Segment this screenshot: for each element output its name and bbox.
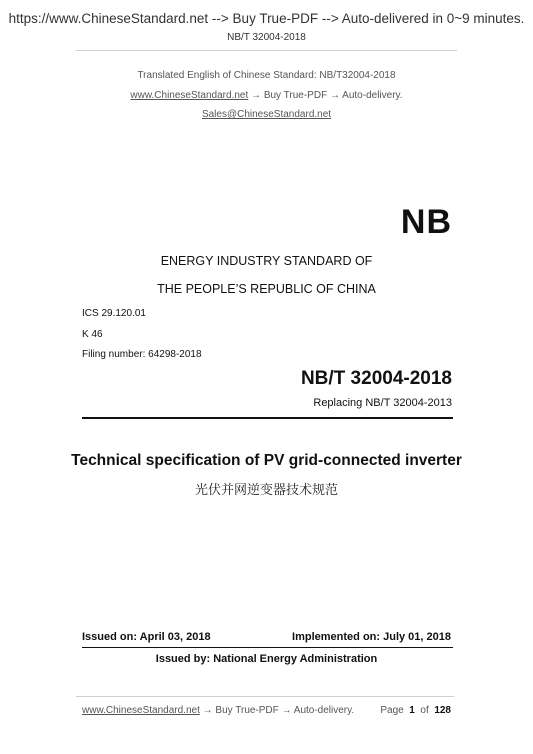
link-suffix: → Buy True-PDF → Auto-delivery. <box>248 90 403 101</box>
page-label: Page <box>380 705 404 716</box>
footer-link-line <box>82 705 354 716</box>
footer-website-link[interactable]: www.ChineseStandard.net <box>82 705 200 716</box>
page-of: of <box>420 705 429 716</box>
sales-email-link[interactable]: Sales@ChineseStandard.net <box>201 109 332 120</box>
document-title: Technical specification of PV grid-connected inverter <box>71 452 462 469</box>
replacing-note: Replacing NB/T 32004-2013 <box>313 397 452 409</box>
doc-code-header: NB/T 32004-2018 <box>227 32 306 43</box>
implemented-date: Implemented on: July 01, 2018 <box>292 631 451 643</box>
issued-date: Issued on: April 03, 2018 <box>82 631 211 643</box>
translation-link-line <box>0 90 533 101</box>
title-divider <box>82 417 453 419</box>
issuing-authority: Issued by: National Energy Administration <box>155 653 378 665</box>
header-divider <box>76 50 457 51</box>
filing-number: Filing number: 64298-2018 <box>82 349 202 360</box>
ics-code: ICS 29.120.01 <box>82 308 146 319</box>
page-indicator <box>380 705 451 716</box>
standard-body-line1: ENERGY INDUSTRY STANDARD OF <box>160 254 373 268</box>
page-number: 1 <box>409 705 415 716</box>
standard-mark: NB <box>400 203 452 241</box>
footer-link-suffix: → Buy True-PDF → Auto-delivery. <box>199 705 355 716</box>
translation-note: Translated English of Chinese Standard: NB/T32004-2018 <box>137 70 396 81</box>
classification-code: K 46 <box>82 329 103 340</box>
sales-email-line <box>0 109 533 120</box>
footer-divider <box>76 696 454 697</box>
standard-number: NB/T 32004-2018 <box>300 368 452 389</box>
top-banner: https://www.ChineseStandard.net --> Buy True-PDF --> Auto-delivered in 0~9 minutes. <box>8 11 525 26</box>
document-title-chinese: 光伏并网逆变器技术规范 <box>194 483 338 498</box>
website-link[interactable]: www.ChineseStandard.net <box>130 90 249 101</box>
standard-body-line2: THE PEOPLE’S REPUBLIC OF CHINA <box>157 282 376 296</box>
dates-divider <box>82 647 453 648</box>
page-total: 128 <box>434 705 451 716</box>
